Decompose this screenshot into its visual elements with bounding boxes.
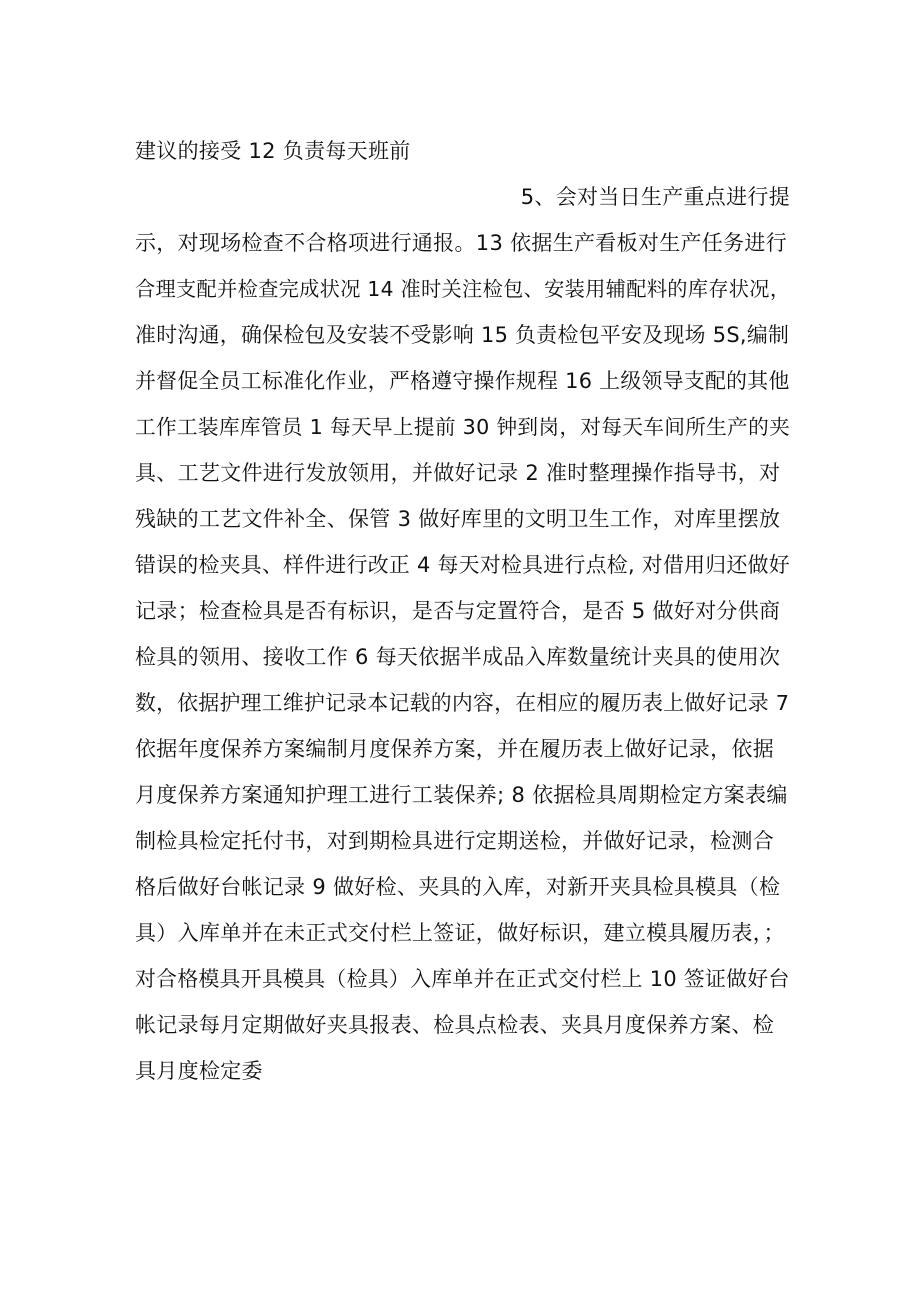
text-line-12: 检具的领用、接收工作 6 每天依据半成品入库数量统计夹具的使用次 (135, 645, 781, 669)
text-line-3: 示，对现场检查不合格项进行通报。13 依据生产看板对生产任务进行 (135, 231, 787, 255)
text-line-1: 建议的接受 12 负责每天班前 (135, 139, 411, 163)
text-line-20: 帐记录每月定期做好夹具报表、检具点检表、夹具月度保养方案、检 (135, 1013, 774, 1037)
text-line-16: 制检具检定托付书，对到期检具进行定期送检，并做好记录，检测合 (135, 829, 774, 853)
text-line-10: 错误的检夹具、样件进行改正 4 每天对检具进行点检, 对借用归还做好 (135, 553, 790, 577)
text-line-21: 具月度检定委 (135, 1059, 263, 1083)
text-line-9: 残缺的工艺文件补全、保管 3 做好库里的文明卫生工作，对库里摆放 (135, 507, 781, 531)
text-line-11: 记录；检查检具是否有标识，是否与定置符合，是否 5 做好对分供商 (135, 599, 781, 623)
text-line-14: 依据年度保养方案编制月度保养方案，并在履历表上做好记录，依据 (135, 737, 774, 761)
text-line-6: 并督促全员工标准化作业，严格遵守操作规程 16 上级领导支配的其他 (135, 369, 790, 393)
text-line-4: 合理支配并检查完成状况 14 准时关注检包、安装用辅配料的库存状况， (135, 277, 791, 301)
text-line-8: 具、工艺文件进行发放领用，并做好记录 2 准时整理操作指导书，对 (135, 461, 781, 485)
text-line-15: 月度保养方案通知护理工进行工装保养; 8 依据检具周期检定方案表编 (135, 783, 788, 807)
text-line-17: 格后做好台帐记录 9 做好检、夹具的入库，对新开夹具检具模具（检 (135, 875, 781, 899)
text-line-13: 数，依据护理工维护记录本记载的内容，在相应的履历表上做好记录 7 (135, 691, 790, 715)
text-line-7: 工作工装库库管员 1 每天早上提前 30 钟到岗，对每天车间所生产的夹 (135, 415, 791, 439)
text-line-18: 具）入库单并在未正式交付栏上签证，做好标识，建立模具履历表，； (135, 921, 785, 945)
text-line-5: 准时沟通，确保检包及安装不受影响 15 负责检包平安及现场 5S,编制 (135, 323, 790, 347)
text-line-19: 对合格模具开具模具（检具）入库单并在正式交付栏上 10 签证做好台 (135, 967, 790, 991)
text-line-2: 5、会对当日生产重点进行提 (520, 185, 790, 209)
